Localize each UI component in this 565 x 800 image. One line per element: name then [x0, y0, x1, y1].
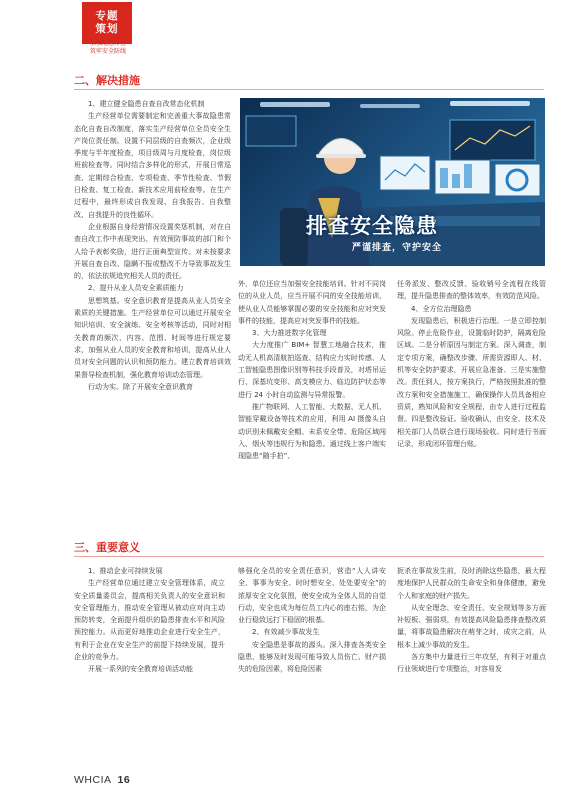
column-1-bottom [74, 565, 225, 676]
subheading: 2、提升从业人员安全素质能力 [88, 284, 184, 293]
paragraph: 企业根据自身经营情况设置奖惩机制，对在自查自改工作中表现突出、有效预防事故的部门和个人给予表彰奖励，进行正面典型宣传。对未按要求开展自查自改、隐瞒不报或整改不力导致事故发生的，依法依规追究相关人员的责任。 [74, 222, 231, 281]
hero-title: 排查安全隐患 [306, 214, 438, 238]
subheading: 3、大力推进数字化管理 [252, 329, 327, 338]
page-footer [74, 774, 130, 786]
paragraph: 发现隐患后，积极进行治理。一是立即控制风险。停止危险作业，设置临时防护，隔离危险区域。二是分析原因与制定方案。深入调查，制定专项方案，确整改步骤、所需资源即人、材、机等安全防护要求，开展应急准备、三是实施整改。责任到人，按方案执行，严格按照批准的整改方案和安全措施施工，确保操作人员具备相应资质，熟知风险和安全规程，由专人进行过程监督。四是整改验证。验收确认，由安全、技术及相关部门人员联合进行现场验收。同时进行书面记录，形成闭环管理台账。 [397, 316, 546, 448]
paragraph: 任务派发、整改反馈、验收销号全流程在线管理，提升隐患排查的整体效率，有效防范风险。 [397, 280, 546, 301]
paragraph: 安全隐患是事故的源头。深入排查各类安全隐患，能够及时发现可能导致人员伤亡、财产损失的危险因素，将危险因素 [238, 640, 386, 674]
subheading: 1、建立健全隐患自查自改常态化机制 [88, 100, 205, 108]
section-title-significance: 三、重要意义 [74, 541, 140, 554]
badge-sub-line1: 加强隐患排查 [89, 40, 126, 47]
magazine-brand: WHCIA [74, 774, 112, 786]
badge-line2: 策划 [95, 23, 119, 35]
hero-subtitle: 严谨排查，守护安全 [352, 243, 443, 253]
subheading: 4、全方位治理隐患 [411, 304, 472, 313]
section-divider [74, 89, 544, 90]
section-title-measures: 二、解决措施 [74, 74, 140, 87]
paragraph: 行动为实。除了开展安全意识教育 [88, 382, 193, 391]
column-1-top [74, 98, 231, 393]
paragraph: 够强化全员的安全责任意识，营造“人人讲安全、事事为安全、时时想安全、处处要安全”的浓厚安全文化氛围，使安全成为全体人员的自觉行动，安全也成为每位员工内心的座右铭，为企业行稳致远打下稳固的根基。 [238, 567, 386, 625]
page-number: 16 [117, 774, 131, 786]
paragraph: 推广物联网、人工智能、大数据、无人机、智能穿戴设备等技术的应用，利用 AI 摄像头自动识别未佩戴安全帽、未系安全带、危险区域闯入、烟火等违规行为和隐患。通过线上客户端实现隐患“随手拍”、 [238, 402, 386, 461]
paragraph: 大力度推广 BIM+ 智慧工地融合技术，推动无人机高清航拍巡查、结构应力实时传感、人工智能隐患图像识别等科技手段普及，对塔吊运行、深基坑变形、高支模应力、临边防护状态等进行 24 小时自动监测与异常报警。 [238, 341, 386, 399]
paragraph: 生产经营单位通过建立安全管理体系，成立安全质量委员会，提高相关负责人的安全意识和安全管理能力，推动安全管理从被动应对向主动预防转变，全面提升组织的隐患排查水平和风险预控能力。从而更好地推动企业进行安全生产，有利于企业在安全生产的前提下持续发展，提升企业的竞争力。 [74, 579, 225, 662]
badge-subtitle [68, 40, 148, 55]
column-2-bottom [238, 565, 386, 676]
badge-sub-line2: 筑牢安全防线 [89, 47, 126, 55]
paragraph: 生产经营单位需要制定和完善重大事故隐患常态化自查自改制度，落实生产经营单位全员安全生产岗位责任制。设置不同层级的自查频次，企业级季度与半年度检查，项目级周与月度检查，岗位级班前检查等。同时结合多样化的形式，开展日常巡查、定期综合检查、专项检查、季节性检查、节假日检查、复工检查、新技术应用前检查等。在生产过程中，最终形成自我发现、自我报告、自我整改、自我提升的良性循环。 [74, 112, 231, 219]
badge-line1: 专题 [95, 10, 119, 22]
topic-badge [82, 2, 132, 44]
paragraph: 开展一系列的安全教育培训活动能 [88, 665, 193, 674]
column-3-bottom [397, 565, 546, 676]
section-divider [74, 556, 544, 557]
paragraph: 外，单位还应当加强安全技能培训。针对不同岗位的从业人员，应当开展不同的安全技能培训，使从业人员能够掌握必要的安全技能和应对突发事件的技能，提高应对突发事件的技能。 [238, 280, 386, 325]
paragraph: 各方集中力量进行三年攻坚，有利于对重点行业领域进行专项整治，对容易发 [397, 653, 546, 674]
paragraph: 扼杀在事故发生前，及时消除这些隐患，最大程度地保护人民群众的生命安全和身体健康，避免个人和家庭的财产损失。 [397, 567, 546, 600]
paragraph: 思想筑基。安全意识教育是提高从业人员安全素质的关键措施。生产经营单位可以通过开展安全知识培训、安全演练、安全考核等活动，同时对相关教育的频次、内容、范围、时间等进行规定要求，加强从业人员的安全教育和培训，提高从业人员对安全问题的认识和预防能力。建立教育培训效果督导检查机制，强化教育培训动态管理。 [74, 296, 231, 379]
column-3-top [397, 278, 546, 450]
hero-illustration [240, 98, 545, 266]
paragraph: 从安全理念、安全责任、安全规划等多方面补短板、强弱项，有效提高风险隐患排查整改质量，将事故隐患解决在萌芽之时，成灾之前，从根本上减少事故的发生。 [397, 603, 546, 649]
subheading: 1、推动企业可持续发展 [88, 567, 163, 575]
column-2-top [238, 278, 386, 462]
subheading: 2、有效减少事故发生 [252, 628, 320, 637]
